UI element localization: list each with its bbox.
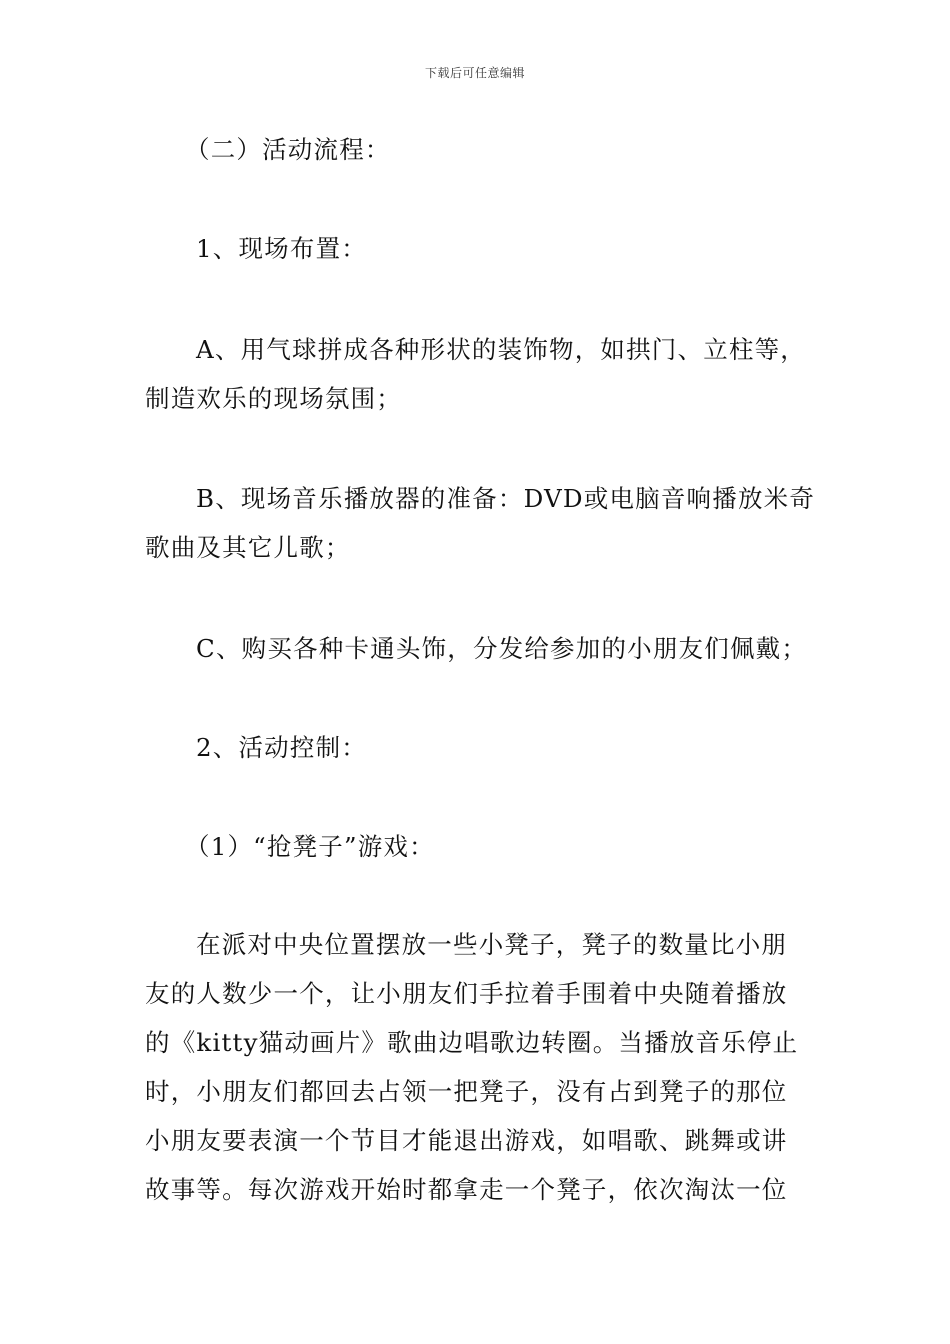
game1-line-3: 的《kitty猫动画片》歌曲边唱歌边转圈。当播放音乐停止 [145,1028,799,1057]
item1-b-line2: 歌曲及其它儿歌； [145,533,351,562]
item1-b-line1: B、现场音乐播放器的准备：DVD或电脑音响播放米奇 [196,484,816,513]
item1-title: 1、现场布置： [196,234,367,263]
item1-a-line1: A、用气球拼成各种形状的装饰物，如拱门、立柱等， [196,335,806,364]
game1-line-6: 故事等。每次游戏开始时都拿走一个凳子，依次淘汰一位 [145,1175,788,1204]
item1-c: C、购买各种卡通头饰，分发给参加的小朋友们佩戴； [196,634,808,663]
item1-a-line2: 制造欢乐的现场氛围； [145,384,402,413]
game1-line-2: 友的人数少一个，让小朋友们手拉着手围着中央随着播放 [145,979,788,1008]
game1-line-1: 在派对中央位置摆放一些小凳子，凳子的数量比小朋 [196,930,788,959]
game1-title: （1）“抢凳子”游戏： [185,832,435,861]
section-title: （二）活动流程： [185,135,391,164]
item2-title: 2、活动控制： [196,733,367,762]
game1-line-4: 时，小朋友们都回去占领一把凳子，没有占到凳子的那位 [145,1077,788,1106]
game1-line-5: 小朋友要表演一个节目才能退出游戏，如唱歌、跳舞或讲 [145,1126,788,1155]
page-header-note: 下载后可任意编辑 [424,66,525,80]
